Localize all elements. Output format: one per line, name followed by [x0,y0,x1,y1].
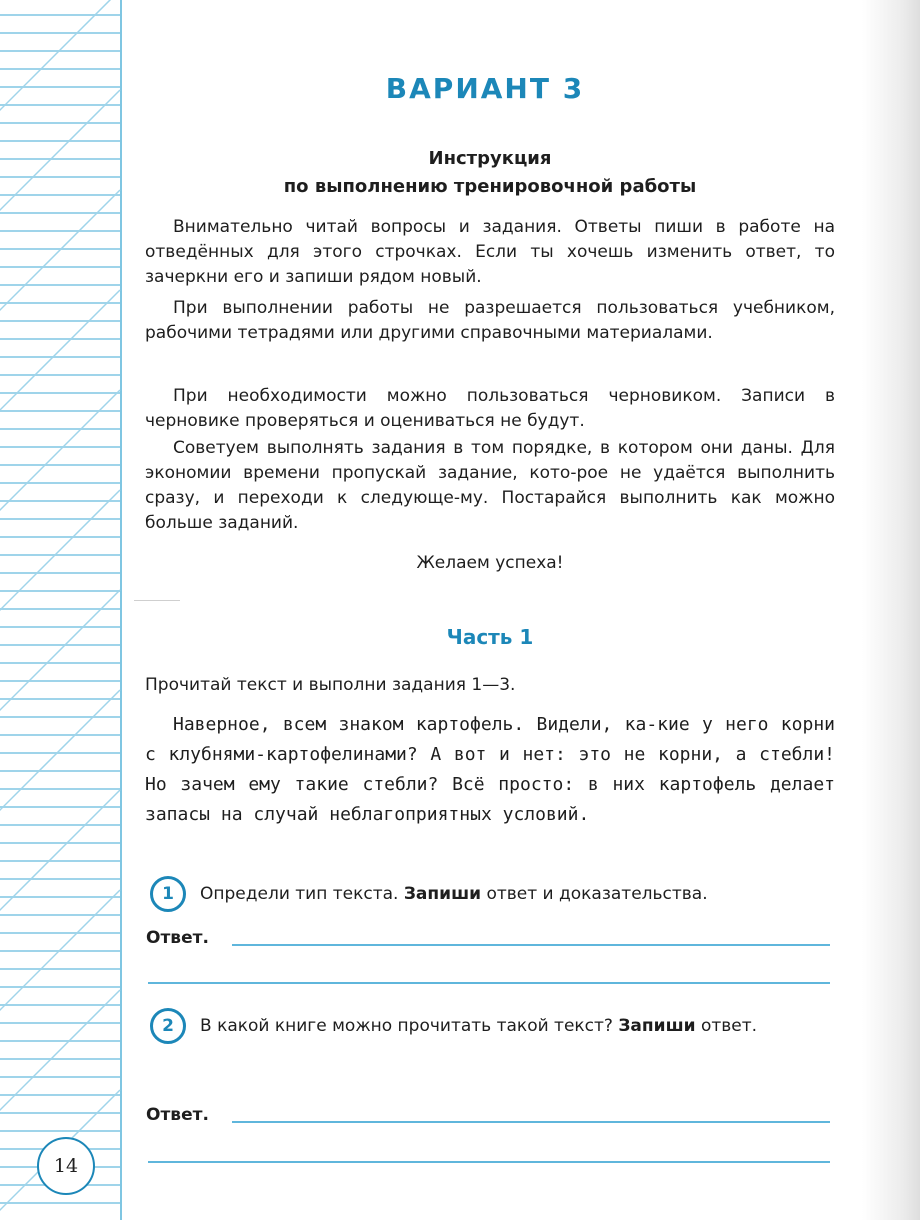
task-text-part: В какой книге можно прочитать такой текст? [200,1016,619,1036]
answer-line[interactable] [232,1121,830,1123]
task-text-part: ответ. [695,1016,758,1036]
answer-label: Ответ. [146,928,209,948]
reading-text: Наверное, всем знаком картофель. Видели, ка-кие у него корни с клубнями-картофелинами? А вот и нет: это не корни, а стебли! Но зачем ему такие стебли? Всё просто: в них картофель делает запасы на случай неблагоприятных условий. [145,714,835,825]
answer-line[interactable] [148,982,830,984]
task-number-badge: 2 [150,1008,186,1044]
task-text-part: Определи тип текста. [200,884,404,904]
answer-line[interactable] [148,1161,830,1163]
wish-text: Желаем успеха! [416,553,564,573]
task-text [200,880,840,909]
instruction-heading: Инструкция [428,148,552,169]
task-text-emphasis: Запиши [618,1016,696,1036]
page-edge-shadow [862,0,920,1220]
answer-line[interactable] [232,944,830,946]
instruction-paragraph: При необходимости можно пользоваться черновиком. Записи в черновике проверяться и оцениваться не будут. [145,386,835,431]
instruction-subheading: по выполнению тренировочной работы [283,176,697,197]
task-text-emphasis: Запиши [403,884,482,904]
page-number: 14 [37,1137,95,1195]
margin-slant-lines [0,0,122,1220]
instruction-paragraph: Советуем выполнять задания в том порядке, в котором они даны. Для экономии времени пропускай задание, кото-рое не удаётся выполнить сразу, и переходи к следующе-му. Постарайся выполнить как можно больше заданий. [145,438,835,533]
task-number-badge: 1 [150,876,186,912]
variant-title: ВАРИАНТ 3 [385,72,585,105]
part-title: Часть 1 [446,625,534,649]
answer-label: Ответ. [146,1105,209,1125]
instruction-paragraph: Внимательно читай вопросы и задания. Ответы пиши в работе на отведённых для этого строчках. Если ты хочешь изменить ответ, то зачеркни его и запиши рядом новый. [145,217,835,287]
task-text-part: ответ и доказательства. [481,884,708,904]
divider [134,600,180,601]
task-text [200,1012,840,1041]
reading-prompt: Прочитай текст и выполни задания 1—3. [145,675,516,695]
instruction-paragraph: При выполнении работы не разрешается пользоваться учебником, рабочими тетрадями или другими справочными материалами. [145,298,835,343]
